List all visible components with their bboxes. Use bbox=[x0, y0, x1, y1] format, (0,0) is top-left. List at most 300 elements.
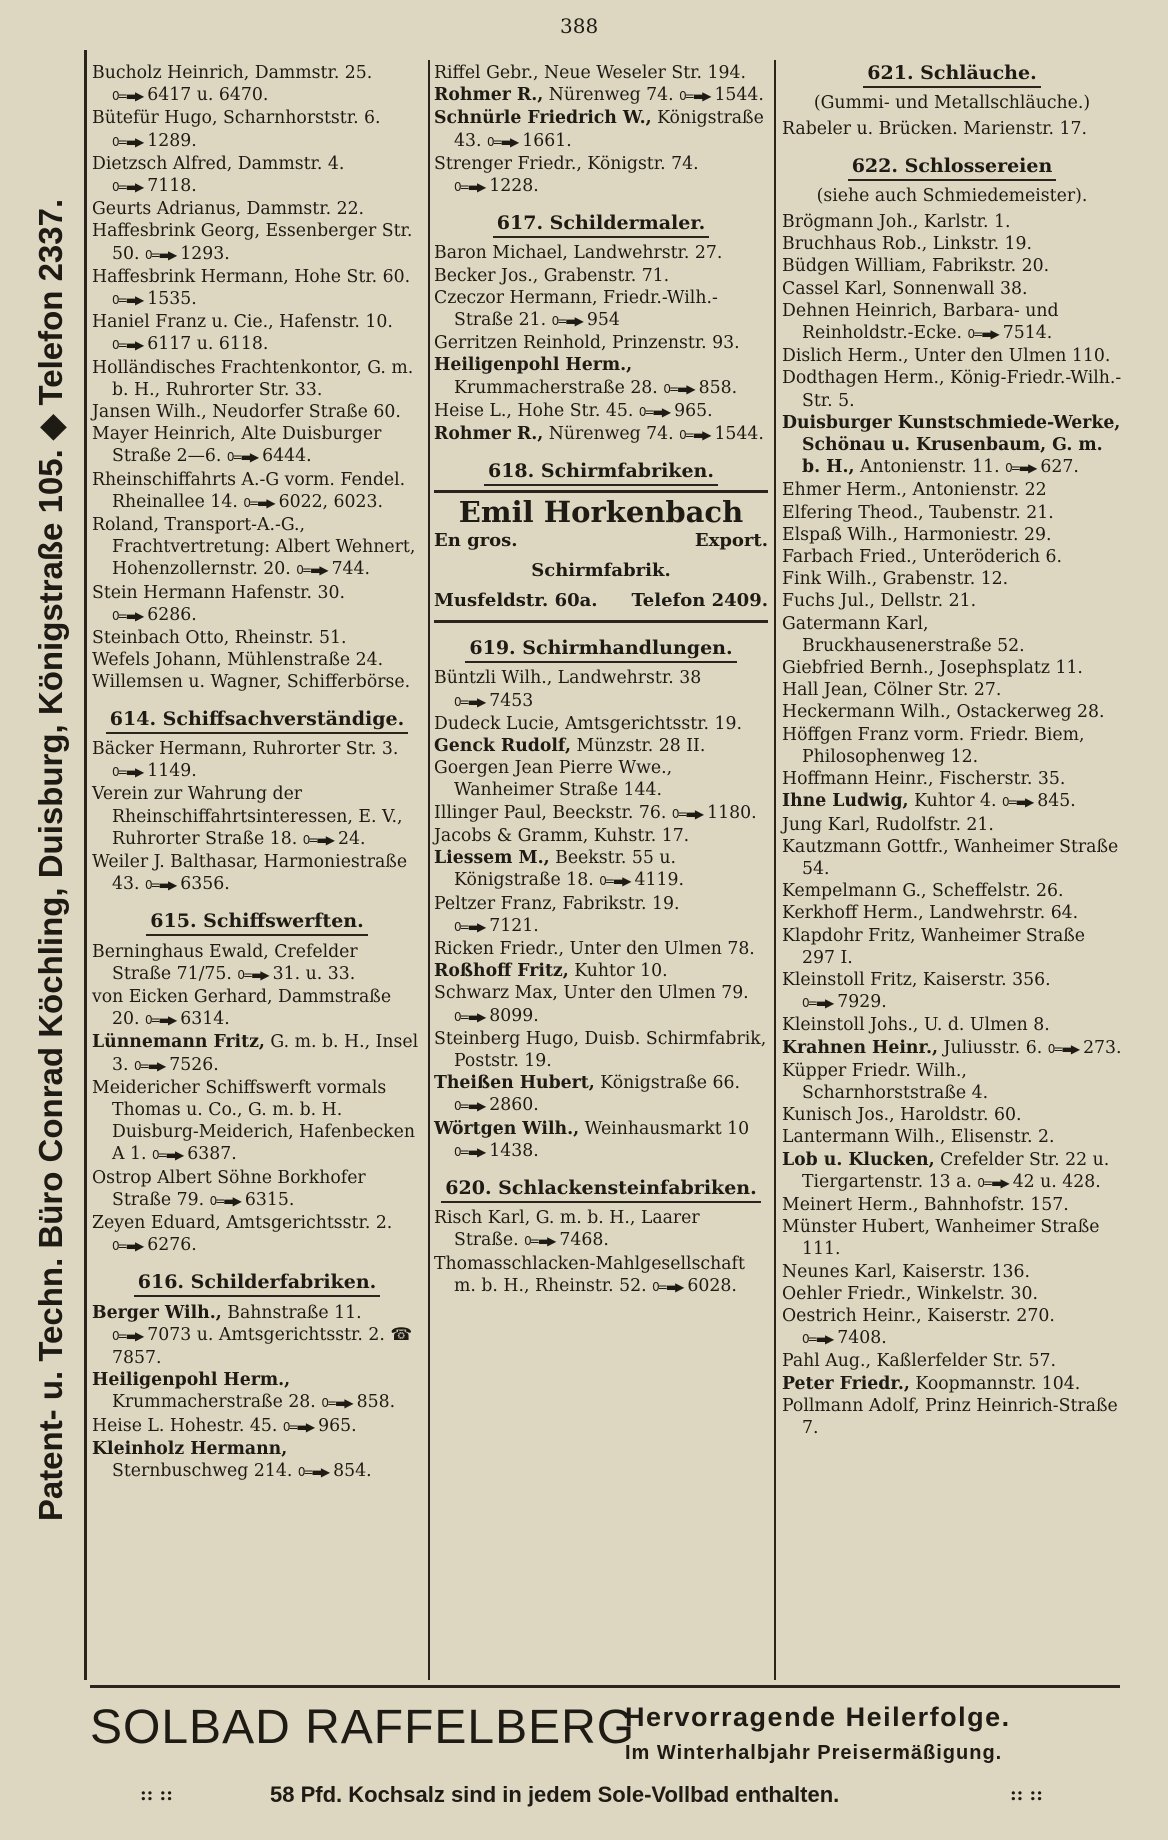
entry-name: Baron Michael, bbox=[434, 243, 568, 264]
directory-entry bbox=[92, 266, 422, 311]
entry-phone: 6022, 6023. bbox=[278, 491, 384, 512]
entry-name: Krahnen Heinr., bbox=[782, 1037, 939, 1058]
entry-name: Wörtgen Wilh., bbox=[434, 1118, 580, 1139]
telephone-icon: 0=▬▶ bbox=[226, 450, 258, 465]
entry-phone: 7408. bbox=[837, 1328, 887, 1349]
section-heading-614: 614. Schiffsachverständige. bbox=[92, 708, 422, 730]
directory-entry bbox=[782, 1395, 1122, 1439]
directory-entry bbox=[92, 1167, 422, 1212]
entry-name: Verein zur Wahrung der Rheinschiffahrtsinteressen, bbox=[92, 784, 353, 827]
entry-phone: 7929. bbox=[837, 992, 887, 1013]
entry-name: Rheinschiffahrts A.-G vorm. Fendel. bbox=[92, 469, 406, 490]
entry-name: Illinger Paul, bbox=[434, 802, 547, 823]
entry-address: Königstraße 66. bbox=[594, 1073, 740, 1094]
page-number: 388 bbox=[560, 14, 599, 38]
entry-phone: 7121. bbox=[489, 915, 539, 936]
entry-address: Winkelstr. 30. bbox=[911, 1283, 1038, 1304]
entry-name: Giebfried Bernh., bbox=[782, 658, 935, 679]
directory-entry bbox=[434, 1028, 768, 1072]
entry-name: Bütefür Hugo, bbox=[92, 108, 218, 129]
directory-entry bbox=[782, 524, 1122, 546]
directory-entry bbox=[782, 255, 1122, 277]
entries-622 bbox=[782, 211, 1122, 1439]
section-heading-621: 621. Schläuche. bbox=[782, 62, 1122, 84]
directory-entry bbox=[434, 287, 768, 332]
section-heading-618: 618. Schirmfabriken. bbox=[434, 460, 768, 482]
telephone-icon: 0=▬▶ bbox=[237, 967, 268, 982]
telephone-icon: 0=▬▶ bbox=[486, 134, 518, 149]
entry-address: Wanheimer Straße 111. bbox=[802, 1217, 1100, 1260]
telephone-icon: 0=▬▶ bbox=[663, 381, 694, 396]
entry-name: Haniel Franz u. Cie., bbox=[92, 312, 274, 333]
directory-entry bbox=[782, 1373, 1122, 1395]
telephone-icon: 0=▬▶ bbox=[144, 1013, 176, 1028]
directory-entry bbox=[782, 1283, 1122, 1305]
entry-address: Kuhstr. 17. bbox=[588, 825, 690, 846]
directory-entry bbox=[782, 502, 1122, 524]
directory-entry bbox=[434, 893, 768, 938]
directory-entry bbox=[92, 1415, 422, 1438]
column-3 bbox=[782, 62, 1122, 1439]
entry-name: Willemsen u. Wagner, bbox=[92, 672, 282, 693]
entry-phone: 6315. bbox=[244, 1189, 295, 1210]
entry-address: Hohestr. 45. bbox=[164, 1415, 278, 1436]
entry-name: Hoffmann Heinr., bbox=[782, 769, 934, 790]
directory-entry bbox=[92, 851, 422, 896]
entry-address: Karlstr. 1. bbox=[918, 212, 1011, 233]
entry-name: Büntzli Wilh., bbox=[434, 668, 553, 689]
entry-address: Wanheimer Straße 54. bbox=[802, 836, 1119, 879]
entry-address: Frachtvertretung: Albert Wehnert, Hohenzollernstr. 20. bbox=[112, 537, 416, 580]
entry-address: Marienstr. 17. bbox=[957, 119, 1087, 140]
entry-name: Goergen Jean Pierre Wwe., bbox=[434, 758, 673, 779]
entry-phone: 6387. bbox=[187, 1144, 237, 1165]
directory-entry bbox=[782, 1305, 1122, 1350]
entry-address: Antonienstr. 11. bbox=[854, 457, 1000, 478]
entry-address: Antonienstr. 22 bbox=[907, 480, 1047, 501]
directory-entry bbox=[434, 265, 768, 287]
entry-address: Harmoniestr. 29. bbox=[898, 524, 1052, 545]
telephone-icon: 0=▬▶ bbox=[671, 806, 703, 821]
entry-name: Stein Hermann bbox=[92, 582, 226, 603]
ad-phone: Telefon 2409. bbox=[631, 590, 768, 612]
sidebar-advertisement bbox=[20, 40, 82, 1680]
column-1 bbox=[92, 62, 422, 1483]
entry-phone: 6028. bbox=[687, 1275, 737, 1296]
entry-phone: 273. bbox=[1083, 1037, 1122, 1058]
entry-name: Elspaß Wilh., bbox=[782, 524, 899, 545]
telephone-icon: 0=▬▶ bbox=[112, 1239, 143, 1254]
entry-address: Krummacherstraße 28. bbox=[112, 1392, 316, 1413]
entry-name: Schwarz Max, bbox=[434, 983, 558, 1004]
directory-entry bbox=[92, 1369, 422, 1414]
telephone-icon: 0=▬▶ bbox=[454, 919, 485, 934]
directory-entry bbox=[434, 1207, 768, 1252]
entry-phone: 954 bbox=[586, 310, 620, 331]
entries-620 bbox=[434, 1207, 768, 1298]
entry-address: Bahnhofstr. 157. bbox=[918, 1194, 1069, 1215]
telephone-icon: 0=▬▶ bbox=[977, 1175, 1008, 1190]
entry-address: Cölner Str. 27. bbox=[868, 680, 1002, 701]
directory-entry bbox=[782, 768, 1122, 790]
directory-entry bbox=[92, 986, 422, 1031]
entry-name: Dietzsch Alfred, bbox=[92, 153, 233, 174]
directory-entry bbox=[782, 546, 1122, 568]
directory-entry bbox=[92, 401, 422, 423]
entry-address: Borkhofer Straße 79. bbox=[112, 1167, 366, 1210]
entry-address: Wanheimer Straße 144. bbox=[454, 780, 663, 801]
directory-entry bbox=[434, 713, 768, 735]
entry-phone: 7468. bbox=[559, 1230, 609, 1251]
entry-name: Kempelmann G., bbox=[782, 881, 927, 902]
telephone-icon: 0=▬▶ bbox=[209, 1193, 240, 1208]
directory-entry bbox=[92, 1212, 422, 1257]
sidebar-divider bbox=[84, 50, 87, 1680]
entry-name: Peltzer Franz, bbox=[434, 893, 557, 914]
entry-phone: 4119. bbox=[634, 870, 684, 891]
directory-entry bbox=[92, 153, 422, 198]
directory-entry bbox=[782, 1104, 1122, 1126]
entry-address: Hohe Str. 45. bbox=[511, 400, 634, 421]
directory-entry bbox=[782, 590, 1122, 612]
entry-name: Czeczor Hermann, bbox=[434, 287, 598, 308]
telephone-icon: 0=▬▶ bbox=[802, 996, 833, 1011]
entry-name: Klapdohr Fritz, bbox=[782, 925, 916, 946]
entry-name: Brögmann Joh., bbox=[782, 212, 919, 233]
directory-entry bbox=[782, 1149, 1122, 1194]
entry-phone: 854. bbox=[333, 1460, 372, 1481]
directory-entry bbox=[92, 1077, 422, 1167]
entry-address: m. b. H., Rheinstr. 52. bbox=[454, 1275, 647, 1296]
entry-name: Duisburger Kunstschmiede-Werke, Schönau u. Krusenbaum, G. m. b. H., bbox=[782, 412, 1121, 478]
entry-address: Grabenstr. 12. bbox=[877, 569, 1009, 590]
entry-name: Wefels Johann, bbox=[92, 650, 222, 671]
entry-name: Rohmer R., bbox=[434, 85, 544, 106]
entry-name: Ihne Ludwig, bbox=[782, 791, 909, 812]
entry-address: Dammstr. 4. bbox=[232, 153, 345, 174]
directory-entry bbox=[434, 667, 768, 712]
entry-address: Wanheimer Straße 297 I. bbox=[802, 925, 1086, 968]
entry-address: Neudorfer Straße 60. bbox=[206, 402, 401, 423]
entry-name: Haffesbrink Georg, bbox=[92, 221, 260, 242]
directory-entry bbox=[434, 62, 768, 84]
entry-name: Bruchhaus Rob., bbox=[782, 234, 928, 255]
entry-name: Liessem M., bbox=[434, 848, 550, 869]
directory-entry bbox=[434, 960, 768, 982]
section-heading-619: 619. Schirmhandlungen. bbox=[434, 637, 768, 659]
entry-name: Kleinstoll Johs., bbox=[782, 1015, 919, 1036]
entry-address: Hafenstr. 30. bbox=[225, 582, 345, 603]
entry-phone: 1544. bbox=[714, 424, 764, 445]
entry-name: Hall Jean, bbox=[782, 680, 869, 701]
entry-address: Scharnhorststraße 4. bbox=[802, 1082, 989, 1103]
telephone-icon: 0=▬▶ bbox=[321, 1396, 352, 1411]
entry-name: Kerkhoff Herm., bbox=[782, 903, 924, 924]
entry-name: Gerritzen Reinhold, bbox=[434, 333, 607, 354]
telephone-icon: 0=▬▶ bbox=[112, 180, 143, 195]
entry-phone: 965. bbox=[674, 400, 713, 421]
entry-phone: 1228. bbox=[489, 176, 539, 197]
directory-entry bbox=[434, 825, 768, 847]
entry-address: Kuhtor 10. bbox=[568, 961, 668, 982]
directory-entry bbox=[92, 627, 422, 649]
entry-name: Berger Wilh., bbox=[92, 1302, 222, 1323]
entry-address: Beekstr. 55 u. Königstraße 18. bbox=[454, 848, 677, 891]
entry-address: Sternbuschweg 214. bbox=[112, 1460, 293, 1481]
column-divider-1 bbox=[428, 60, 430, 1680]
entry-name: Oestrich Heinr., bbox=[782, 1305, 922, 1326]
solbad-name: SOLBAD RAFFELBERG bbox=[90, 1701, 636, 1754]
telephone-icon: 0=▬▶ bbox=[802, 1332, 833, 1347]
entry-address: Rheinstr. 51. bbox=[229, 628, 347, 649]
entry-address: Dammstraße 20. bbox=[112, 986, 392, 1030]
telephone-icon: 0=▬▶ bbox=[454, 1144, 485, 1159]
entry-phone: 42 u. 428. bbox=[1012, 1171, 1101, 1192]
entry-phone: 744. bbox=[331, 559, 371, 580]
entry-phone: 6417 u. 6470. bbox=[147, 85, 269, 106]
directory-entry bbox=[782, 1014, 1122, 1036]
entry-address: Kaßlerfelder Str. 57. bbox=[870, 1351, 1057, 1372]
directory-entry bbox=[92, 783, 422, 851]
telephone-icon: 0=▬▶ bbox=[679, 428, 710, 443]
entry-address: E. V., Ruhrorter Straße 18. bbox=[112, 806, 403, 849]
entry-name: Fink Wilh., bbox=[782, 569, 878, 590]
entry-address: Rudolfstr. 21. bbox=[870, 814, 994, 835]
section-heading-616: 616. Schilderfabriken. bbox=[92, 1271, 422, 1293]
telephone-icon: 0=▬▶ bbox=[112, 293, 143, 308]
entry-address: Dellstr. 21. bbox=[874, 591, 977, 612]
directory-entry bbox=[92, 582, 422, 627]
telephone-icon: 0=▬▶ bbox=[112, 338, 143, 353]
entry-name: Weiler J. Balthasar, bbox=[92, 851, 259, 872]
entry-address: Unter den Ulmen 78. bbox=[563, 938, 755, 959]
entry-name: Kleinstoll Fritz, bbox=[782, 969, 918, 990]
entry-address: Scharnhorststr. 6. bbox=[217, 108, 381, 129]
directory-entry bbox=[434, 354, 768, 399]
directory-entry bbox=[782, 969, 1122, 1014]
entry-name: Rabeler u. Brücken. bbox=[782, 119, 958, 140]
entry-address: Unter den Ulmen 79. bbox=[557, 983, 749, 1004]
telephone-icon: 0=▬▶ bbox=[144, 878, 176, 893]
entry-address: U. d. Ulmen 8. bbox=[918, 1015, 1050, 1036]
directory-entry bbox=[782, 479, 1122, 501]
entry-name: Fuchs Jul., bbox=[782, 591, 875, 612]
entry-address: Nürenweg 74. bbox=[543, 85, 674, 106]
telephone-icon: 0=▬▶ bbox=[112, 89, 143, 104]
directory-entry bbox=[782, 657, 1122, 679]
telephone-icon: 0=▬▶ bbox=[151, 1148, 183, 1163]
entry-name: Peter Friedr., bbox=[782, 1373, 910, 1394]
directory-entry bbox=[434, 423, 768, 446]
entry-name: Zeyen Eduard, bbox=[92, 1212, 221, 1233]
section-heading-615: 615. Schiffswerften. bbox=[92, 910, 422, 932]
directory-entry bbox=[782, 345, 1122, 367]
telephone-icon: 0=▬▶ bbox=[454, 694, 485, 709]
entry-address: Königstr. 74. bbox=[581, 153, 699, 174]
entry-name: Pahl Aug., bbox=[782, 1351, 871, 1372]
entry-phone: 6276. bbox=[147, 1235, 197, 1256]
directory-entry bbox=[782, 211, 1122, 233]
section-heading-622: 622. Schlossereien bbox=[782, 155, 1122, 177]
entry-address: Landwehrstr. 38 bbox=[552, 668, 702, 689]
entry-address: Rheinallee 14. bbox=[112, 491, 238, 512]
entry-phone: 858. bbox=[356, 1392, 396, 1413]
entry-address: Unteröderich 6. bbox=[917, 547, 1063, 568]
ad-en-gros: En gros. bbox=[434, 529, 518, 551]
entry-address: Nürenweg 74. bbox=[543, 424, 674, 445]
entry-phone: 858. bbox=[698, 377, 738, 398]
entries-continued bbox=[434, 62, 768, 198]
entry-name: Roßhoff Fritz, bbox=[434, 961, 569, 982]
entry-address: Linkstr. 19. bbox=[927, 234, 1033, 255]
entry-address: Ostackerweg 28. bbox=[951, 702, 1105, 723]
entry-phone: 1180. bbox=[707, 802, 757, 823]
telephone-icon: 0=▬▶ bbox=[1001, 795, 1033, 810]
entry-name: Strenger Friedr., bbox=[434, 153, 582, 174]
entry-phone: 7118. bbox=[147, 176, 197, 197]
entry-name: Elfering Theod., bbox=[782, 502, 924, 523]
entry-name: Münster Hubert, bbox=[782, 1217, 930, 1238]
telephone-icon: 0=▬▶ bbox=[243, 495, 274, 510]
entry-name: Risch Karl, bbox=[434, 1208, 531, 1229]
entry-name: Gatermann Karl, bbox=[782, 613, 929, 634]
entry-address: Bruckhausenerstraße 52. bbox=[802, 635, 1025, 656]
telephone-icon: 0=▬▶ bbox=[551, 314, 582, 329]
telephone-icon: 0=▬▶ bbox=[454, 1009, 485, 1024]
directory-entry bbox=[92, 220, 422, 265]
ad-row-bottom bbox=[434, 590, 768, 612]
entry-phone: 7526. bbox=[169, 1054, 219, 1075]
entry-address: Crefelder Str. 22 u. Tiergartenstr. 13 a. bbox=[802, 1149, 1110, 1192]
entry-address: Dammstr. 25. bbox=[249, 63, 373, 83]
entry-phone: 627. bbox=[1040, 457, 1079, 478]
entry-address: Kaiserstr. 270. bbox=[921, 1305, 1055, 1326]
directory-entry bbox=[434, 735, 768, 757]
entry-name: Meidericher Schiffswerft bbox=[92, 1077, 312, 1098]
entry-phone: 24. bbox=[337, 828, 366, 849]
ornament-right: :: :: bbox=[1010, 1784, 1043, 1805]
column-2 bbox=[434, 62, 768, 1298]
directory-entry bbox=[782, 880, 1122, 902]
directory-entry bbox=[782, 278, 1122, 300]
entry-address: Schifferbörse. bbox=[281, 672, 411, 693]
entry-name: Theißen Hubert, bbox=[434, 1073, 595, 1094]
entry-address: Hafenstr. 10. bbox=[273, 312, 393, 333]
entry-address: Grabenstr. 71. bbox=[538, 265, 670, 286]
ornament-left: :: :: bbox=[140, 1784, 173, 1805]
directory-entry bbox=[434, 982, 768, 1027]
entry-address: Bahnstraße 11. bbox=[221, 1302, 362, 1323]
entry-phone: 965. bbox=[318, 1415, 357, 1436]
entry-address: Münzstr. 28 II. bbox=[571, 736, 706, 757]
solbad-line-2: Im Winterhalbjahr Preisermäßigung. bbox=[625, 1742, 1003, 1764]
directory-entry bbox=[434, 107, 768, 152]
directory-entry bbox=[92, 311, 422, 356]
entry-phone: 1535. bbox=[147, 289, 197, 310]
ad-export: Export. bbox=[694, 529, 768, 551]
entry-name: Berninghaus Ewald, bbox=[92, 941, 269, 962]
directory-entry bbox=[434, 757, 768, 801]
entries-617 bbox=[434, 242, 768, 446]
entry-address: Josephsplatz 11. bbox=[934, 658, 1083, 679]
entry-address: Amtsgerichtsstr. 19. bbox=[559, 713, 742, 734]
sidebar-ad-text: Patent- u. Techn. Büro Conrad Köchling, Duisburg, Königstraße 105. ◆ Telefon 2337. bbox=[32, 198, 69, 1522]
telephone-icon: 0=▬▶ bbox=[296, 563, 327, 578]
directory-entry bbox=[434, 1253, 768, 1298]
entry-name: Schnürle Friedrich W., bbox=[434, 108, 652, 129]
telephone-icon: 0=▬▶ bbox=[679, 89, 710, 104]
directory-entry bbox=[782, 724, 1122, 768]
entry-phone: 6286. bbox=[147, 604, 197, 625]
directory-entry bbox=[434, 847, 768, 892]
directory-entry bbox=[92, 357, 422, 401]
entry-name: Riffel Gebr., bbox=[434, 63, 539, 83]
directory-entry bbox=[782, 790, 1122, 813]
entry-address: Fabrikstr. 20. bbox=[926, 256, 1050, 277]
entry-address: Fabrikstr. 19. bbox=[556, 893, 680, 914]
directory-entry bbox=[92, 62, 422, 107]
entry-name: Oehler Friedr., bbox=[782, 1283, 912, 1304]
directory-entry bbox=[782, 836, 1122, 880]
entry-address: Dammstr. 22. bbox=[240, 199, 365, 220]
entry-name: Lantermann Wilh., bbox=[782, 1127, 946, 1148]
entry-address: Amtsgerichtsstr. 2. bbox=[220, 1212, 393, 1233]
directory-entry bbox=[434, 1118, 768, 1163]
ad-row-top bbox=[434, 530, 768, 552]
telephone-icon: 0=▬▶ bbox=[1005, 461, 1036, 476]
entry-address: G. m. b. H., Ruhrorter Str. 33. bbox=[112, 357, 414, 400]
telephone-icon: 0=▬▶ bbox=[454, 1099, 485, 1114]
entry-name: Dehnen Heinrich, bbox=[782, 300, 938, 321]
entry-address: Crefelder Straße 71/75. bbox=[112, 941, 358, 984]
entry-address: Beeckstr. 76. bbox=[546, 802, 667, 823]
entry-phone: 6444. bbox=[262, 446, 312, 467]
directory-entry bbox=[782, 568, 1122, 590]
directory-entry bbox=[782, 1126, 1122, 1148]
entry-phone: 1293. bbox=[180, 243, 230, 264]
entry-phone: 1661. bbox=[522, 130, 572, 151]
directory-entry bbox=[434, 400, 768, 423]
directory-entry bbox=[434, 332, 768, 354]
directory-entry bbox=[782, 814, 1122, 836]
entry-name: Steinbach Otto, bbox=[92, 628, 230, 649]
directory-entry bbox=[92, 469, 422, 514]
entry-address: Kaiserstr. 136. bbox=[896, 1261, 1030, 1282]
entry-address: Koopmannstr. 104. bbox=[909, 1373, 1081, 1394]
directory-entry bbox=[782, 1194, 1122, 1216]
entry-name: Farbach Fried., bbox=[782, 547, 918, 568]
entry-name: Heckermann Wilh., bbox=[782, 702, 952, 723]
entry-address: Kaiserstr. 356. bbox=[917, 969, 1051, 990]
entry-address: Taubenstr. 21. bbox=[923, 502, 1054, 523]
entry-name: Genck Rudolf, bbox=[434, 736, 572, 757]
entry-name: Kunisch Jos., bbox=[782, 1105, 895, 1126]
entry-name: Roland, Transport-A.-G., bbox=[92, 515, 306, 536]
entry-name: Dudeck Lucie, bbox=[434, 713, 560, 734]
directory-entry bbox=[92, 1302, 422, 1370]
entry-phone: 7453 bbox=[489, 690, 534, 711]
directory-entry bbox=[92, 738, 422, 783]
entry-address: vormals Thomas u. Co., G. m. b. H. Duisburg-Meiderich, Hafenbecken A 1. bbox=[112, 1077, 415, 1165]
telephone-icon: 0=▬▶ bbox=[112, 765, 143, 780]
entry-address: vorm. Friedr. Biem, Philosophenweg 12. bbox=[802, 724, 1085, 767]
entry-address: Alte Duisburger Straße 2—6. bbox=[112, 424, 382, 467]
entry-name: Haffesbrink Hermann, bbox=[92, 266, 289, 287]
entry-address: Weinhausmarkt 10 bbox=[579, 1118, 750, 1139]
entry-address: Unter den Ulmen 110. bbox=[908, 346, 1111, 367]
directory-entry bbox=[782, 613, 1122, 657]
section-note-622: (siehe auch Schmiedemeister). bbox=[816, 185, 1088, 206]
